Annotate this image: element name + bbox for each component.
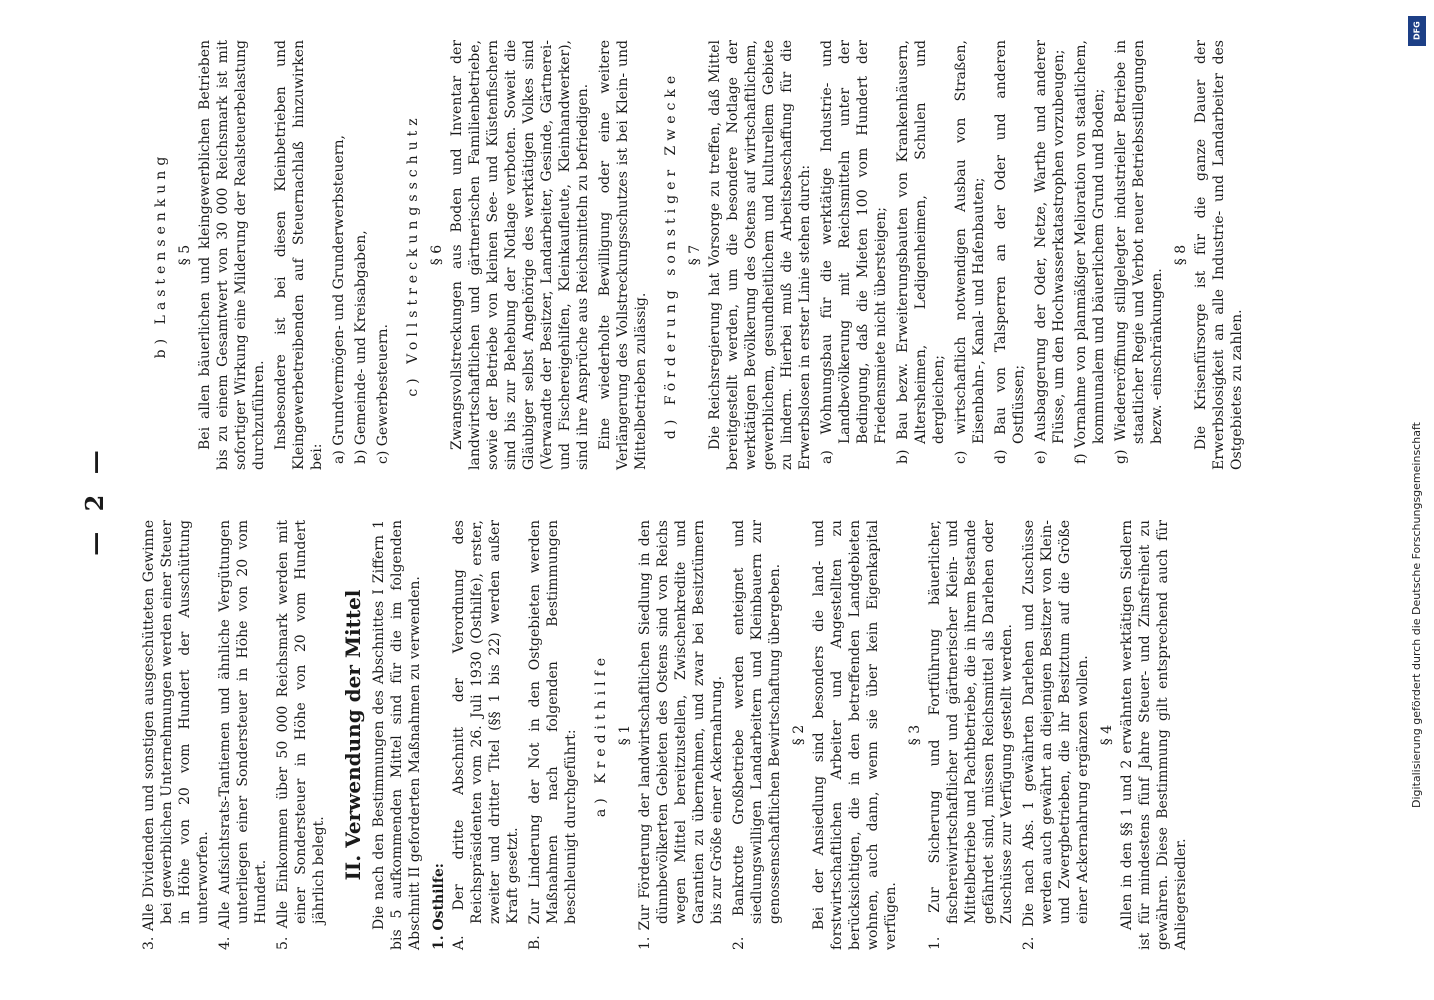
list-item: B. Zur Linderung der Not in den Ostgebieten werden Maßnahmen nach folgenden Bestimmungen beschleunigt durchgeführt:	[527, 520, 579, 950]
dfg-logo: DFG	[1408, 16, 1426, 46]
paragraph-number: § 7	[687, 244, 703, 266]
list-item: g) Wiedereröffnung stillgelegter industrieller Betriebe in staatlicher Regie und Verbot neuer Betriebsstillegungen bezw. -einschränkungen.	[1113, 40, 1165, 464]
osthilfe-heading: 1. Osthilfe:	[431, 863, 447, 950]
document-page	[80, 40, 1360, 960]
list-item: c) wirtschaftlich notwendigen Ausbau von Straßen, Eisenbahn-, Kanal- und Hafenbauten;	[953, 40, 987, 464]
section-intro: Die nach den Bestimmungen des Abschnittes I Ziffern 1 bis 5 aufkommenden Mittel sind für die im folgenden Abschnitt II geforderten Maßnahmen zu verwenden.	[371, 520, 423, 950]
list-item: d) Bau von Talsperren an der Oder und anderen Ostflüssen;	[993, 40, 1027, 464]
subsection-heading: c) Vollstreckungsschutz	[405, 113, 421, 397]
list-item: 1. Zur Sicherung und Fortführung bäuerlicher, fischereiwirtschaftlicher und gärtnerischer Klein- und Mittelbetriebe und Pachtbetriebe, die in ihrem Bestande gefährdet sind, müssen Reichsmittel als Darlehen oder Zuschüsse zur Verfügung gestellt werden.	[927, 520, 1015, 950]
list-item: 2. Die nach Abs. 1 gewährten Darlehen und Zuschüsse werden auch gewährt an diejenigen Besitzer von Klein- und Zwergbetrieben, die ihr Besitztum auf die Größe einer Ackernahrung ergänzen wollen.	[1021, 520, 1091, 950]
paragraph-text: Bei der Ansiedlung sind besonders die land- und forstwirtschaftlichen Arbeiter und Angestellten zu berücksichtigen, die in den betreffenden Landgebieten wohnen, auch dann, wenn sie über kein Eigenkapital verfügen.	[811, 520, 899, 950]
list-item: a) Wohnungsbau für die werktätige Industrie- und Landbevölkerung mit Reichsmitteln unter der Bedingung, daß die Mieten 100 vom Hundert der Friedensmiete nicht übersteigen;	[819, 40, 889, 464]
paragraph-text: Die Krisenfürsorge ist für die ganze Dauer der Erwerbslosigkeit an alle Industrie- und Landarbeiter des Ostgebietes zu zahlen.	[1193, 40, 1245, 470]
paragraph-number: § 6	[429, 244, 445, 266]
list-item: c) Gewerbesteuern.	[375, 324, 391, 464]
paragraph-text: Insbesondere ist bei diesen Kleinbetrieben und Kleingewerbetreibenden auf Steuernachlaß hinzuwirken bei:	[273, 40, 325, 470]
list-item: 3. Alle Dividenden und sonstigen ausgeschütteten Gewinne bei gewerblichen Unternehmungen werden einer Steuer in Höhe von 20 vom Hundert der Ausschüttung unterworfen.	[141, 520, 211, 950]
paragraph-number: § 3	[907, 724, 923, 746]
paragraph-number: § 5	[177, 244, 193, 266]
watermark	[1406, 8, 1430, 988]
list-item: 2. Bankrotte Großbetriebe werden enteignet und siedlungswilligen Landarbeitern und Kleinbauern zur genossenschaftlichen Bewirtschaftung übergeben.	[731, 520, 783, 950]
section-title: II. Verwendung der Mittel	[341, 589, 365, 881]
paragraph-text: Allen in den §§ 1 und 2 erwähnten werktätigen Siedlern ist für mindestens fünf Jahre Steuer- und Zinsfreiheit zu gewähren. Diese Bestimmung gilt entsprechend auch für Anliegersiedler.	[1119, 520, 1189, 950]
list-item: e) Ausbaggerung der Oder, Netze, Warthe und anderer Flüsse, um den Hochwasserkatastrophen vorzubeugen;	[1033, 40, 1067, 464]
paragraph-number: § 4	[1099, 724, 1115, 746]
list-item: f) Vornahme von planmäßiger Melioration von staatlichem, kommunalem und bäuerlichem Grund und Boden;	[1073, 40, 1107, 464]
left-column	[140, 520, 1194, 950]
watermark-text: Digitalisierung gefördert durch die Deutsche Forschungsgemeinschaft	[1410, 422, 1423, 808]
paragraph-number: § 8	[1173, 244, 1189, 266]
paragraph-text: Die Reichsregierung hat Vorsorge zu treffen, daß Mittel bereitgestellt werden, um die besondere Notlage der werktätigen Bevölkerung des Ostens auf wirtschaftlichem, gewerblichem, gesundheitlichem und kulturellem Gebiete zu lindern. Hierbei muß die Arbeitsbeschaffung für die Erwerbslosen in erster Linie stehen durch:	[707, 40, 813, 470]
list-item: A. Der dritte Abschnitt der Verordnung des Reichspräsidenten vom 26. Juli 1930 (Osthilfe), erster, zweiter und dritter Titel (§§ 1 bis 22) werden außer Kraft gesetzt.	[451, 520, 521, 950]
paragraph-number: § 2	[791, 724, 807, 746]
paragraph-number: § 1	[617, 724, 633, 746]
list-item: b) Gemeinde- und Kreisabgaben,	[353, 230, 369, 464]
subsection-heading: a) Kredithilfe	[593, 652, 609, 818]
list-item: a) Grundvermögen- und Grunderwerbsteuern,	[331, 135, 347, 464]
list-item: 5. Alle Einkommen über 50 000 Reichsmark werden mit einer Sondersteuer in Höhe von 20 vom Hundert jährlich belegt.	[275, 520, 327, 950]
list-item: 4. Alle Aufsichtsrats-Tantiemen und ähnliche Vergütungen unterliegen einer Sondersteuer in Höhe von 20 vom Hundert.	[217, 520, 269, 950]
list-item: 1. Zur Förderung der landwirtschaftlichen Siedlung in den dünnbevölkerten Gebieten des Ostens sind von Reichs wegen Mittel bereitzustellen, Zwischenkredite und Garantien zu übernehmen, und zwar bei Besitztümern bis zur Größe einer Ackernahrung.	[637, 520, 725, 950]
paragraph-text: Bei allen bäuerlichen und kleingewerblichen Betrieben bis zu einem Gesamtwert von 30 000 Reichsmark ist mit sofortiger Wirkung eine Milderung der Realsteuerbelastung durchzuführen.	[197, 40, 267, 470]
subsection-heading: d) Förderung sonstiger Zwecke	[663, 70, 679, 440]
paragraph-text: Eine wiederholte Bewilligung oder eine weitere Verlängerung des Vollstreckungsschutzes ist bei Klein- und Mittelbetrieben zulässig.	[597, 40, 649, 470]
right-column	[140, 40, 1250, 470]
paragraph-text: Zwangsvollstreckungen aus Boden und Inventar der landwirtschaftlichen und gärtnerischen Familienbetriebe, sowie der Betriebe von kleinen See- und Küstenfischern sind bis zur Behebung der Notlage verboten. Soweit die Gläubiger selbst Angehörige des werktätigen Volkes sind (Verwandte der Besitzer, Landarbeiter, Gesinde, Gärtnerei- und Fischereigehilfen, Kleinkaufleute, Kleinhandwerker), sind ihre Ansprüche aus Reichsmitteln zu befriedigen.	[449, 40, 591, 470]
subsection-heading: b) Lastensenkung	[153, 151, 169, 359]
list-item: b) Bau bezw. Erweiterungsbauten von Krankenhäusern, Altersheimen, Ledigenheimen, Schulen und dergleichen;	[895, 40, 947, 464]
page-number: — 2 —	[80, 444, 109, 556]
